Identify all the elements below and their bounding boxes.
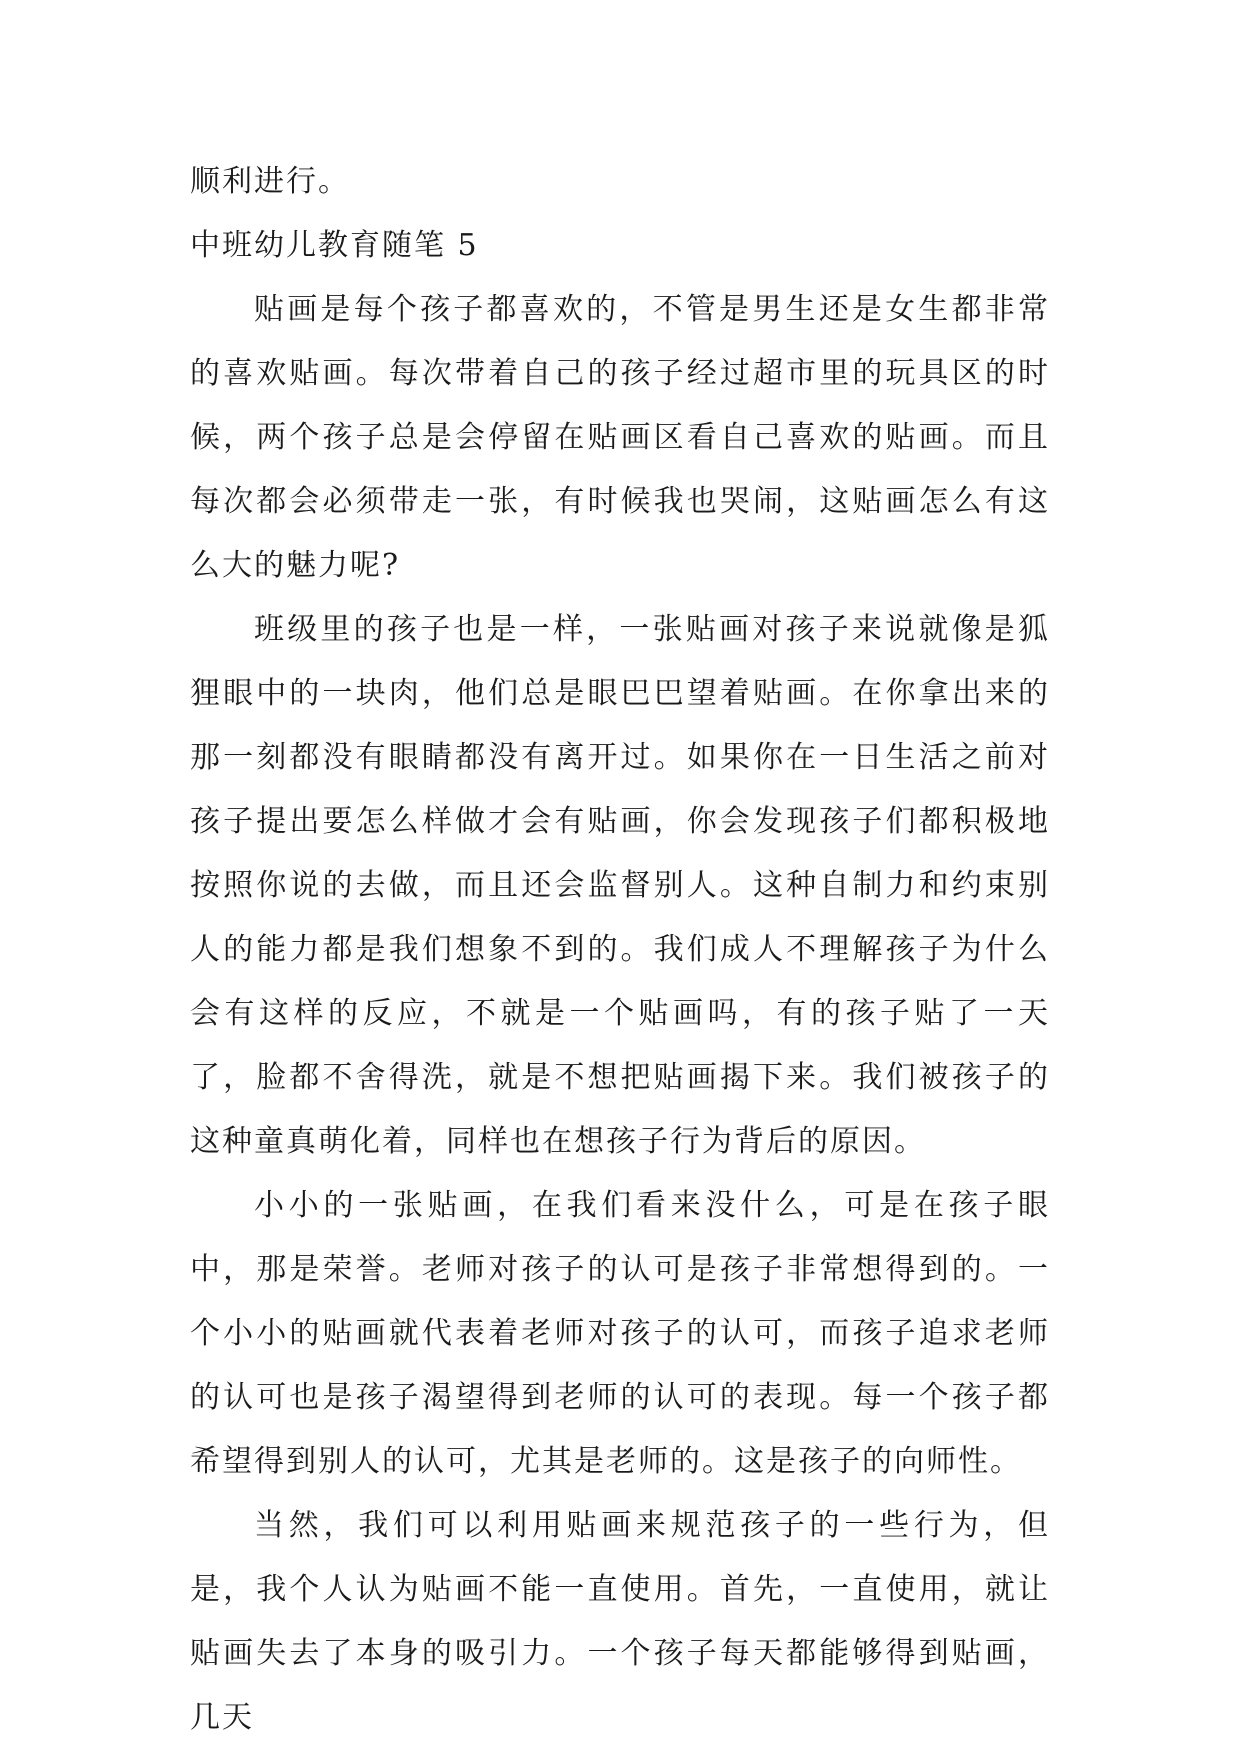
paragraph-1: 贴画是每个孩子都喜欢的，不管是男生还是女生都非常的喜欢贴画。每次带着自己的孩子经过超市里的玩具区的时候，两个孩子总是会停留在贴画区看自己喜欢的贴画。而且每次都会必须带走一张，有时候我也哭闹，这贴画怎么有这么大的魅力呢?: [190, 292, 1050, 583]
paragraph-3: 小小的一张贴画，在我们看来没什么，可是在孩子眼中，那是荣誉。老师对孩子的认可是孩子非常想得到的。一个小小的贴画就代表着老师对孩子的认可，而孩子追求老师的认可也是孩子渴望得到老师的认可的表现。每一个孩子都希望得到别人的认可，尤其是老师的。这是孩子的向师性。: [190, 1188, 1050, 1479]
continuation-text: 顺利进行。: [190, 164, 350, 199]
document-body: [190, 150, 1050, 1750]
paragraph-2: 班级里的孩子也是一样，一张贴画对孩子来说就像是狐狸眼中的一块肉，他们总是眼巴巴望着贴画。在你拿出来的那一刻都没有眼睛都没有离开过。如果你在一日生活之前对孩子提出要怎么样做才会有贴画，你会发现孩子们都积极地按照你说的去做，而且还会监督别人。这种自制力和约束别人的能力都是我们想象不到的。我们成人不理解孩子为什么会有这样的反应，不就是一个贴画吗，有的孩子贴了一天了，脸都不舍得洗，就是不想把贴画揭下来。我们被孩子的这种童真萌化着，同样也在想孩子行为背后的原因。: [190, 612, 1050, 1159]
section-title: 中班幼儿教育随笔 5: [190, 228, 479, 263]
paragraph-4: 当然，我们可以利用贴画来规范孩子的一些行为，但是，我个人认为贴画不能一直使用。首先，一直使用，就让贴画失去了本身的吸引力。一个孩子每天都能够得到贴画，几天: [190, 1508, 1050, 1735]
